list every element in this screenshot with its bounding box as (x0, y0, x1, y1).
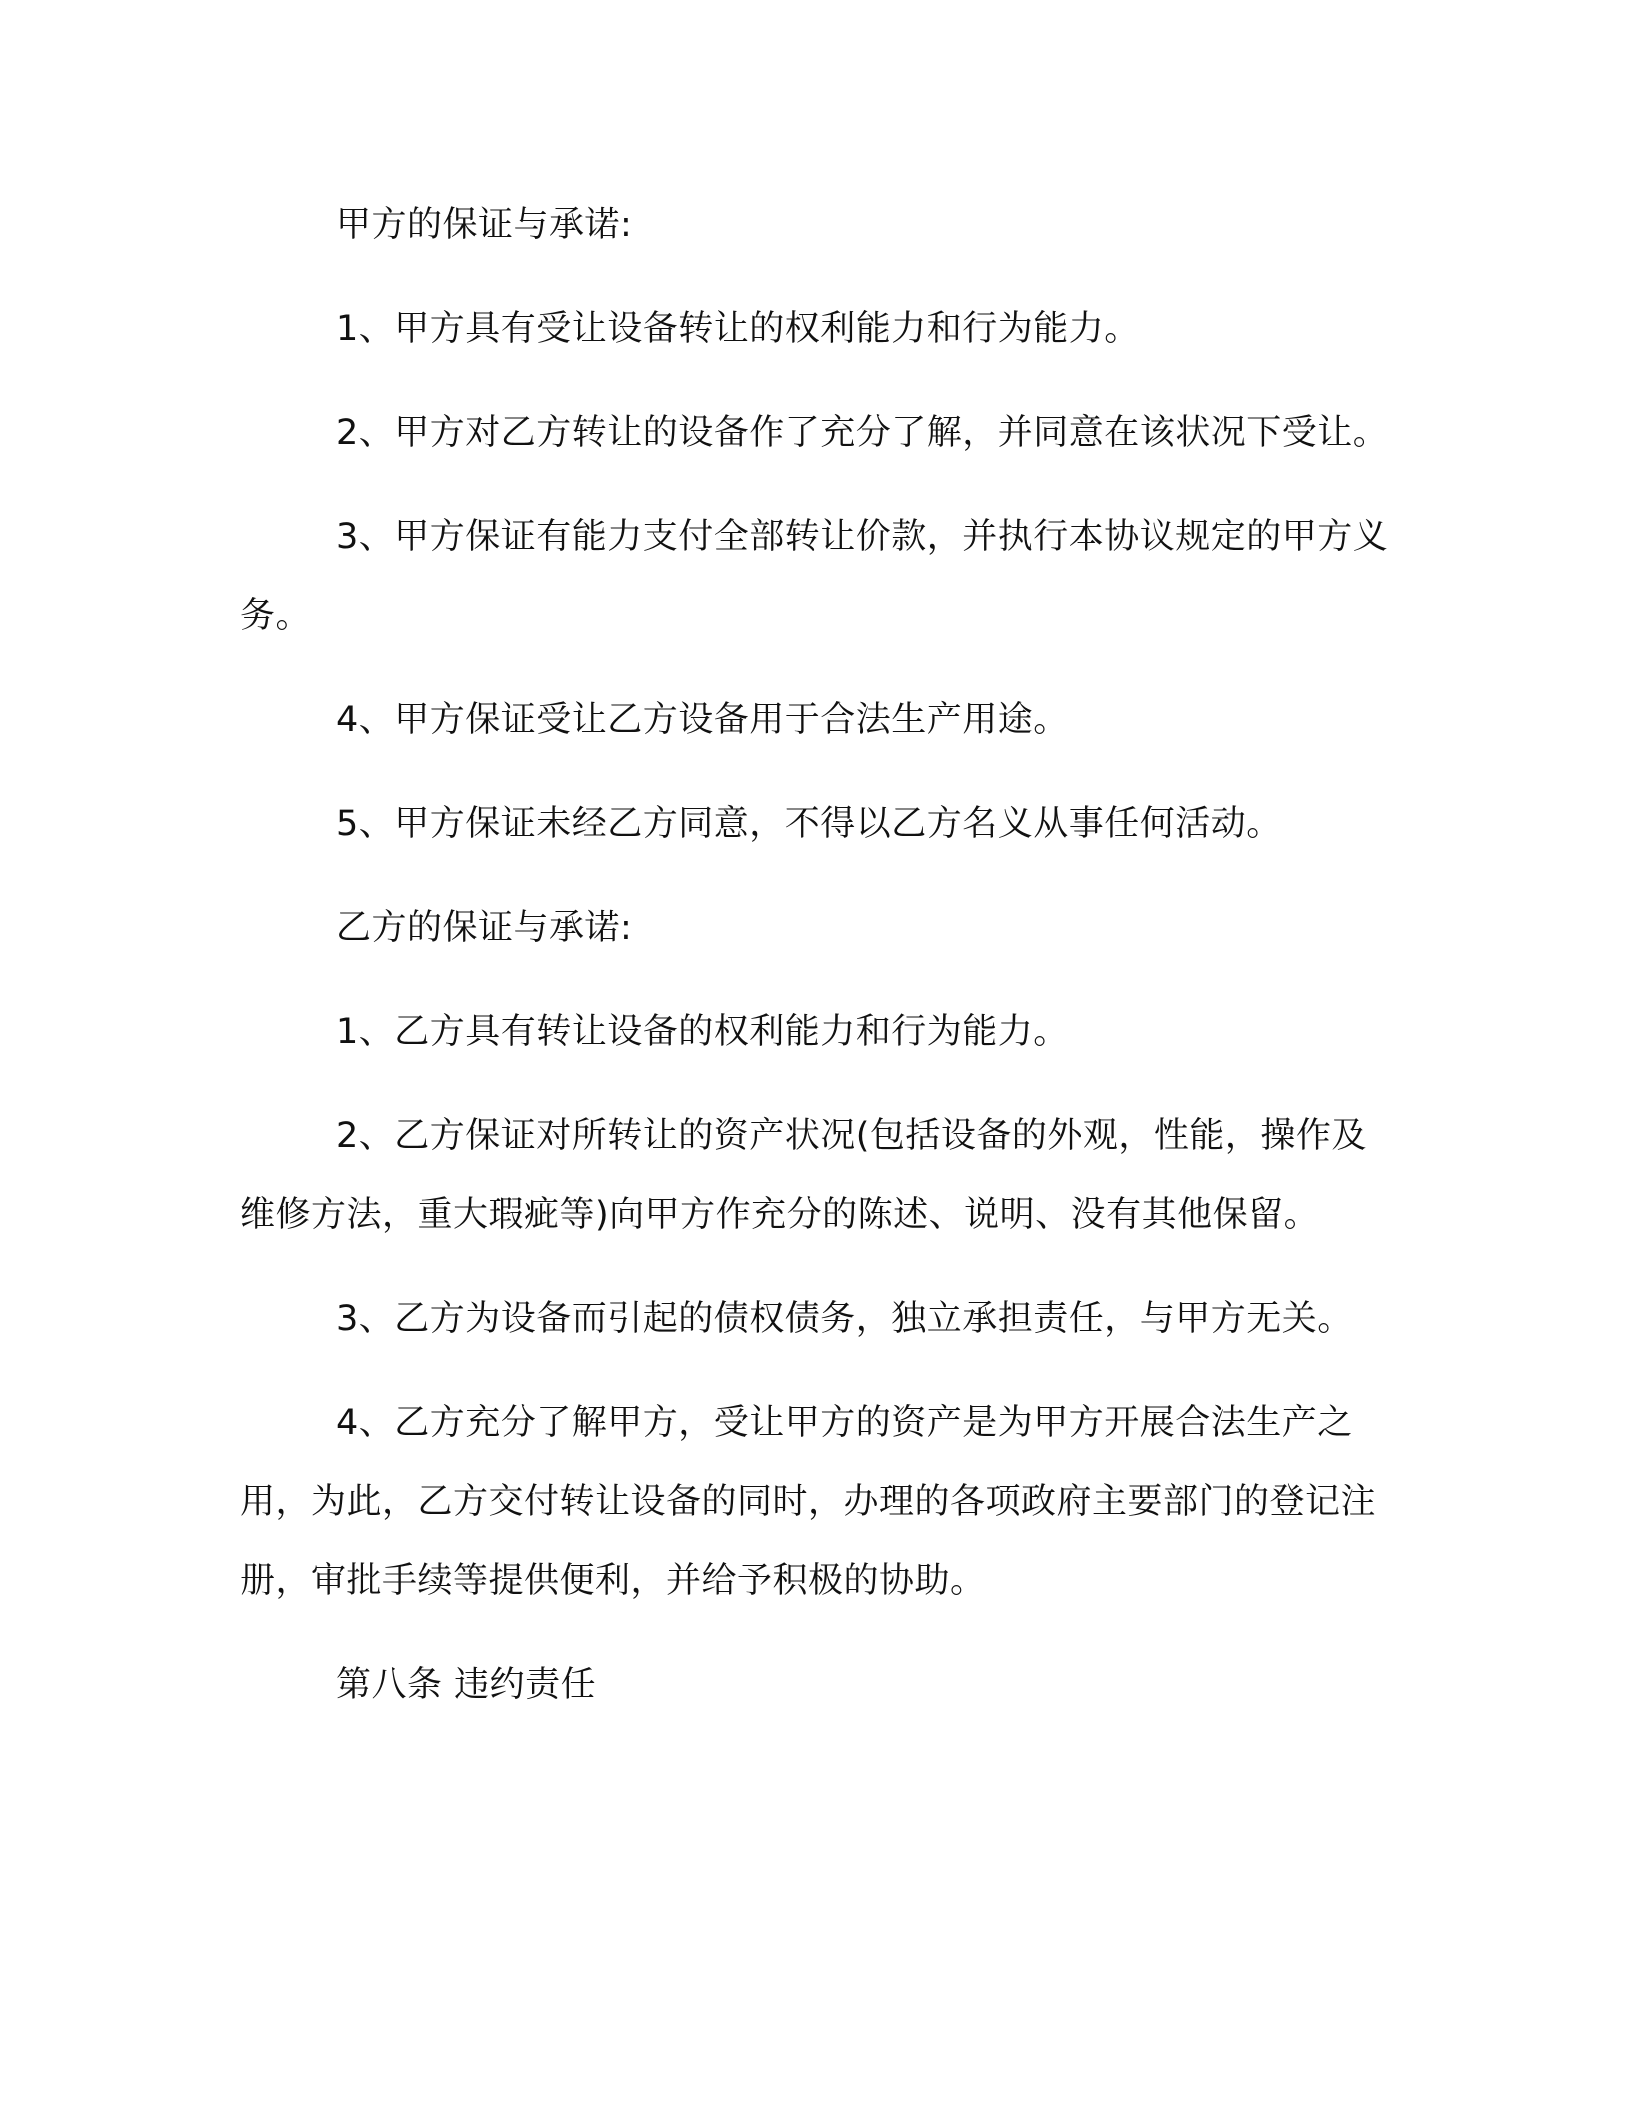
party-a-clause-2: 2、甲方对乙方转让的设备作了充分了解，并同意在该状况下受让。 (336, 413, 1389, 453)
party-a-clause-5: 5、甲方保证未经乙方同意，不得以乙方名义从事任何活动。 (336, 804, 1282, 844)
document-body (240, 186, 1390, 1750)
party-b-clause-1: 1、乙方具有转让设备的权利能力和行为能力。 (336, 1012, 1069, 1052)
party-a-clause-4: 4、甲方保证受让乙方设备用于合法生产用途。 (336, 700, 1069, 740)
party-b-heading: 乙方的保证与承诺: (336, 908, 633, 948)
party-a-clause-1: 1、甲方具有受让设备转让的权利能力和行为能力。 (336, 309, 1140, 349)
party-b-clause-2: 2、乙方保证对所转让的资产状况(包括设备的外观，性能，操作及维修方法，重大瑕疵等)向甲方作充分的陈述、说明、没有其他保留。 (240, 1116, 1367, 1235)
party-b-clause-4: 4、乙方充分了解甲方，受让甲方的资产是为甲方开展合法生产之用，为此，乙方交付转让设备的同时，办理的各项政府主要部门的登记注册，审批手续等提供便利，并给予积极的协助。 (240, 1403, 1377, 1601)
article-8-heading: 第八条 违约责任 (336, 1665, 597, 1705)
party-a-heading: 甲方的保证与承诺: (336, 205, 633, 245)
party-a-clause-3: 3、甲方保证有能力支付全部转让价款，并执行本协议规定的甲方义务。 (240, 517, 1389, 636)
party-b-clause-3: 3、乙方为设备而引起的债权债务，独立承担责任，与甲方无关。 (336, 1299, 1353, 1339)
